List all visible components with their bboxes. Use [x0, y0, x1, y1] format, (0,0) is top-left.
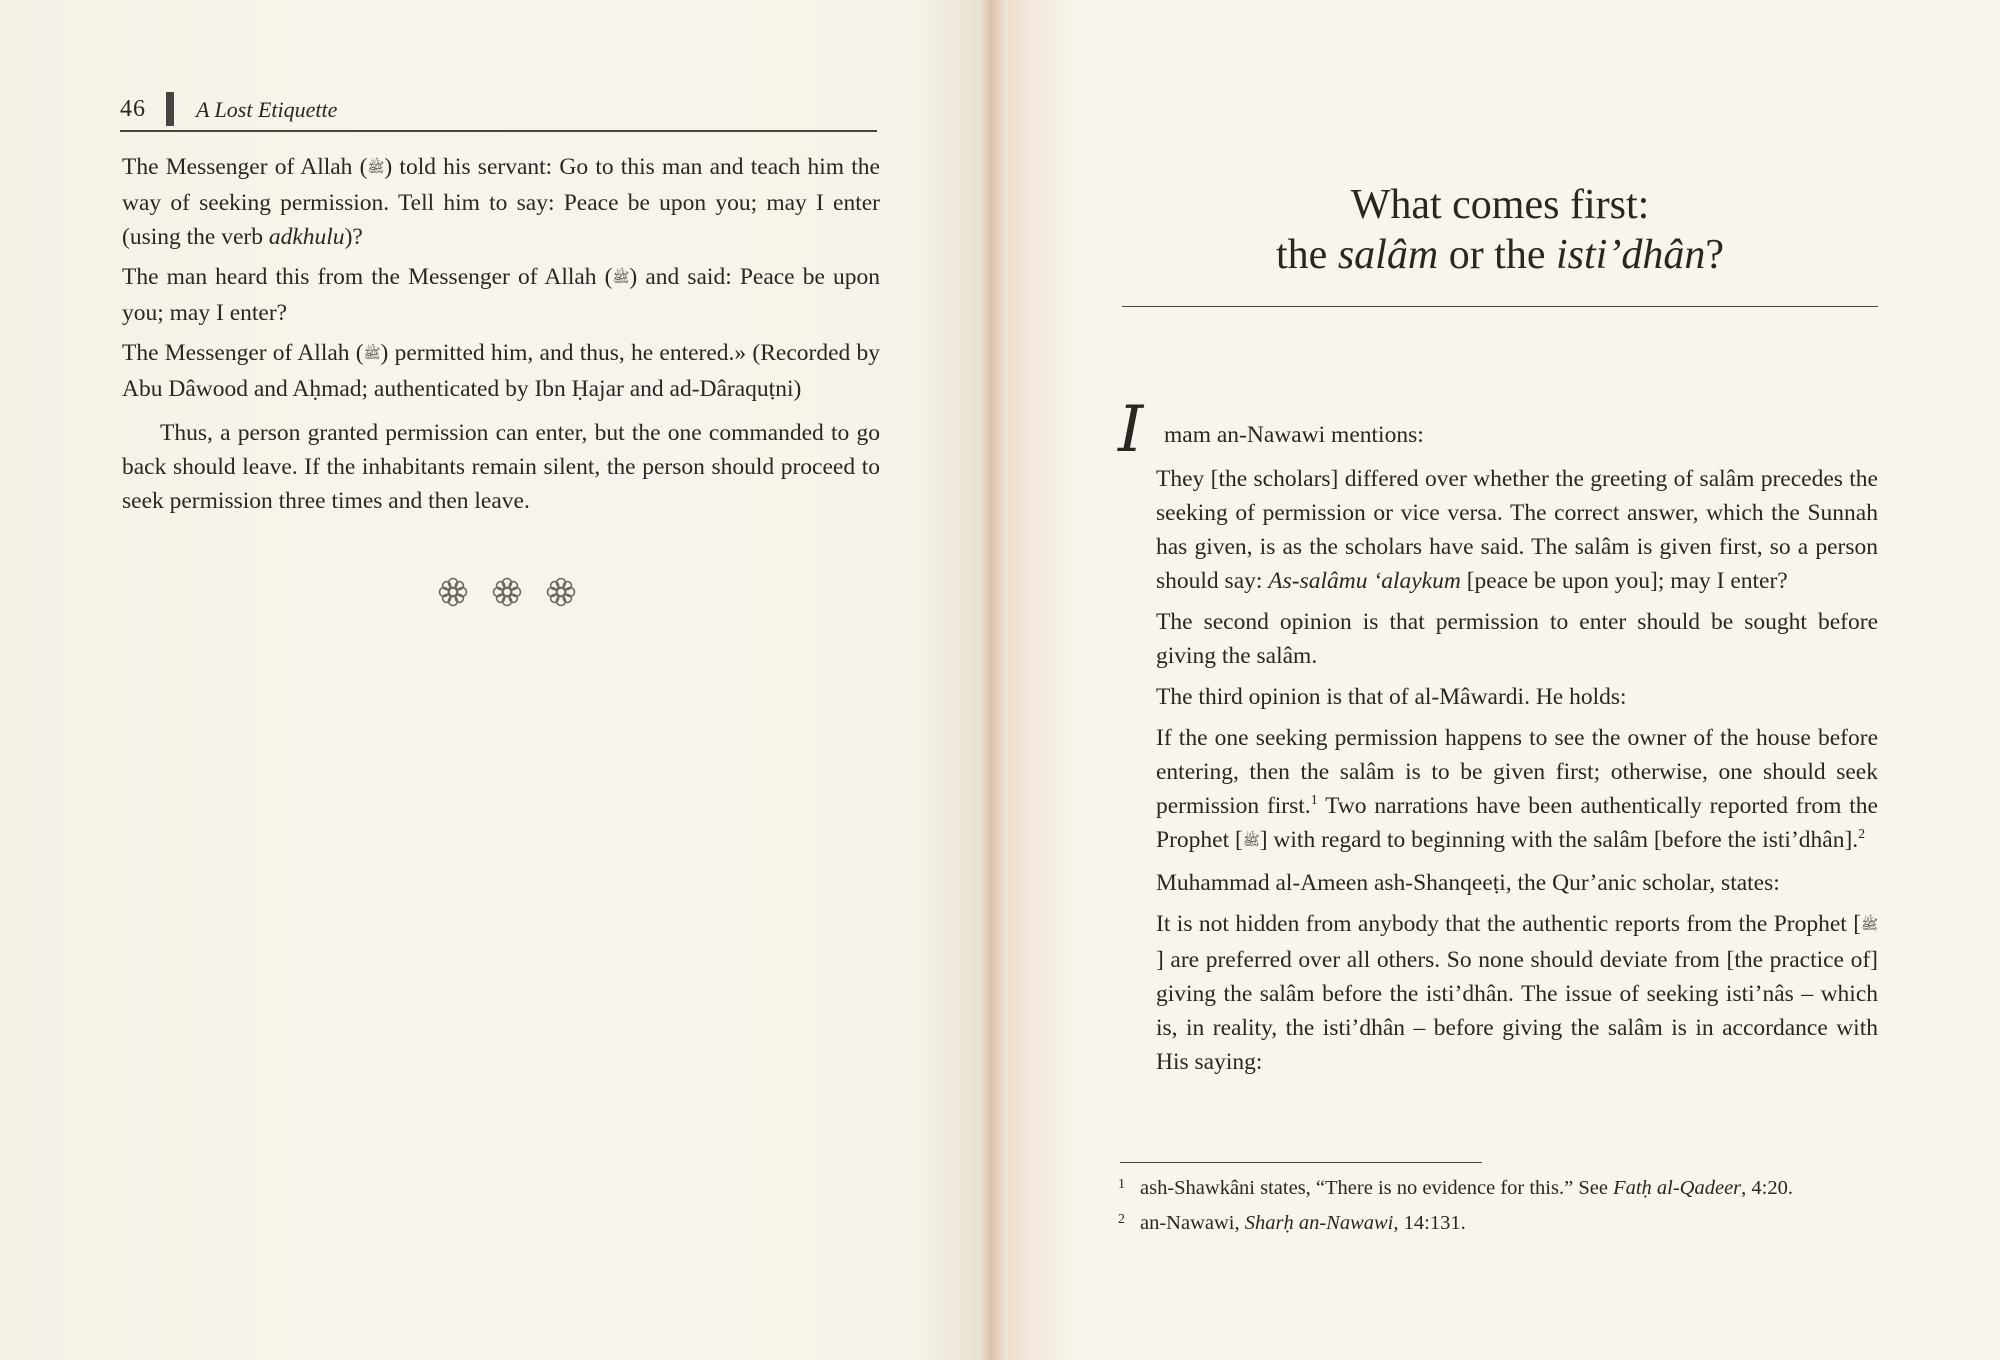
quote-paragraph: The third opinion is that of al-Mâwardi. He holds:	[1156, 684, 1627, 710]
title-rule	[1122, 306, 1878, 307]
footnote-ref[interactable]: 1	[1310, 793, 1318, 808]
footnote: 2 an-Nawawi, Sharḥ an-Nawawi, 14:131.	[1118, 1209, 1878, 1238]
quote-paragraph: It is not hidden from anybody that the authentic reports from the Prophet [ﷺ] are preferred over all others. So none should deviate from [the practice of] giving the salâm before the isti’dhân. The issue of seeking isti’nâs – which is, in reality, the isti’dhân – before giving the salâm is in accordance with His saying:	[1156, 911, 1878, 1075]
pbuh-symbol-icon: ﷺ	[1861, 918, 1878, 933]
quote-paragraph: If the one seeking permission happens to see the owner of the house before entering, then the salâm is to be given first; otherwise, one should seek permission first.$^1$ Two narrations have been authentically reported from the Prophet [ﷺ] with regard to beginning with the salâm [before the isti’dhân].$^2$	[1156, 721, 1878, 859]
left-page	[0, 0, 990, 1360]
chapter-title-line-2: the salâm or the isti’dhân?	[1276, 232, 1724, 278]
pbuh-symbol-icon: ﷺ	[367, 161, 385, 176]
flower-ornament-icon	[436, 575, 470, 609]
running-title: A Lost Etiquette	[196, 97, 338, 122]
quote-paragraph: They [the scholars] differed over whether the greeting of salâm precedes the seeking of permission or vice versa. The correct answer, which the Sunnah has given, is as the scholars have said. The salâm is given first, so a person should say: As-salâmu ‘alaykum [peace be upon you]; may I enter?	[1156, 466, 1878, 594]
footnote-number: 1	[1118, 1177, 1125, 1192]
paragraph: Thus, a person granted permission can enter, but the one commanded to go back should leave. If the inhabitants remain silent, the person should proceed to seek permission three times and then leave.	[122, 420, 880, 514]
running-head	[120, 92, 877, 132]
quote-paragraph: The second opinion is that permission to enter should be sought before giving the salâm.	[1156, 609, 1878, 669]
footnote: 1 ash-Shawkâni states, “There is no evidence for this.” See Fatḥ al-Qadeer, 4:20.	[1118, 1174, 1878, 1203]
pbuh-symbol-icon: ﷺ	[363, 347, 381, 362]
paragraph: The man heard this from the Messenger of Allah (ﷺ) and said: Peace be upon you; may I enter?	[122, 264, 880, 326]
section-divider	[432, 575, 582, 615]
flower-ornament-icon	[544, 575, 578, 609]
footnote-ref[interactable]: 2	[1858, 827, 1866, 842]
footnotes	[1118, 1174, 1878, 1244]
pbuh-symbol-icon: ﷺ	[612, 271, 630, 286]
header-bar	[166, 92, 174, 126]
page-number: 46	[120, 96, 146, 122]
chapter-title-line-1: What comes first:	[1350, 182, 1650, 228]
footnote-rule	[1120, 1162, 1482, 1163]
paragraph: The Messenger of Allah (ﷺ) told his servant: Go to this man and teach him the way of seeking permission. Tell him to say: Peace be upon you; may I enter (using the verb adkhulu)?	[122, 154, 880, 250]
flower-ornament-icon	[490, 575, 524, 609]
paragraph: The Messenger of Allah (ﷺ) permitted him, and thus, he entered.» (Recorded by Abu Dâwood and Aḥmad; authenticated by Ibn Ḥajar and ad-Dâraquṭni)	[122, 340, 880, 402]
left-body-text	[122, 150, 880, 524]
right-body-text	[1156, 462, 1878, 1086]
quote-paragraph: Muhammad al-Ameen ash-Shanqeeṭi, the Qur’anic scholar, states:	[1156, 870, 1780, 896]
intro-line: mam an-Nawawi mentions:	[1164, 422, 1424, 448]
drop-cap: I	[1118, 393, 1144, 467]
pbuh-symbol-icon: ﷺ	[1242, 834, 1260, 849]
chapter-title	[1122, 180, 1878, 280]
footnote-number: 2	[1118, 1212, 1125, 1227]
book-gutter	[978, 0, 1008, 1360]
